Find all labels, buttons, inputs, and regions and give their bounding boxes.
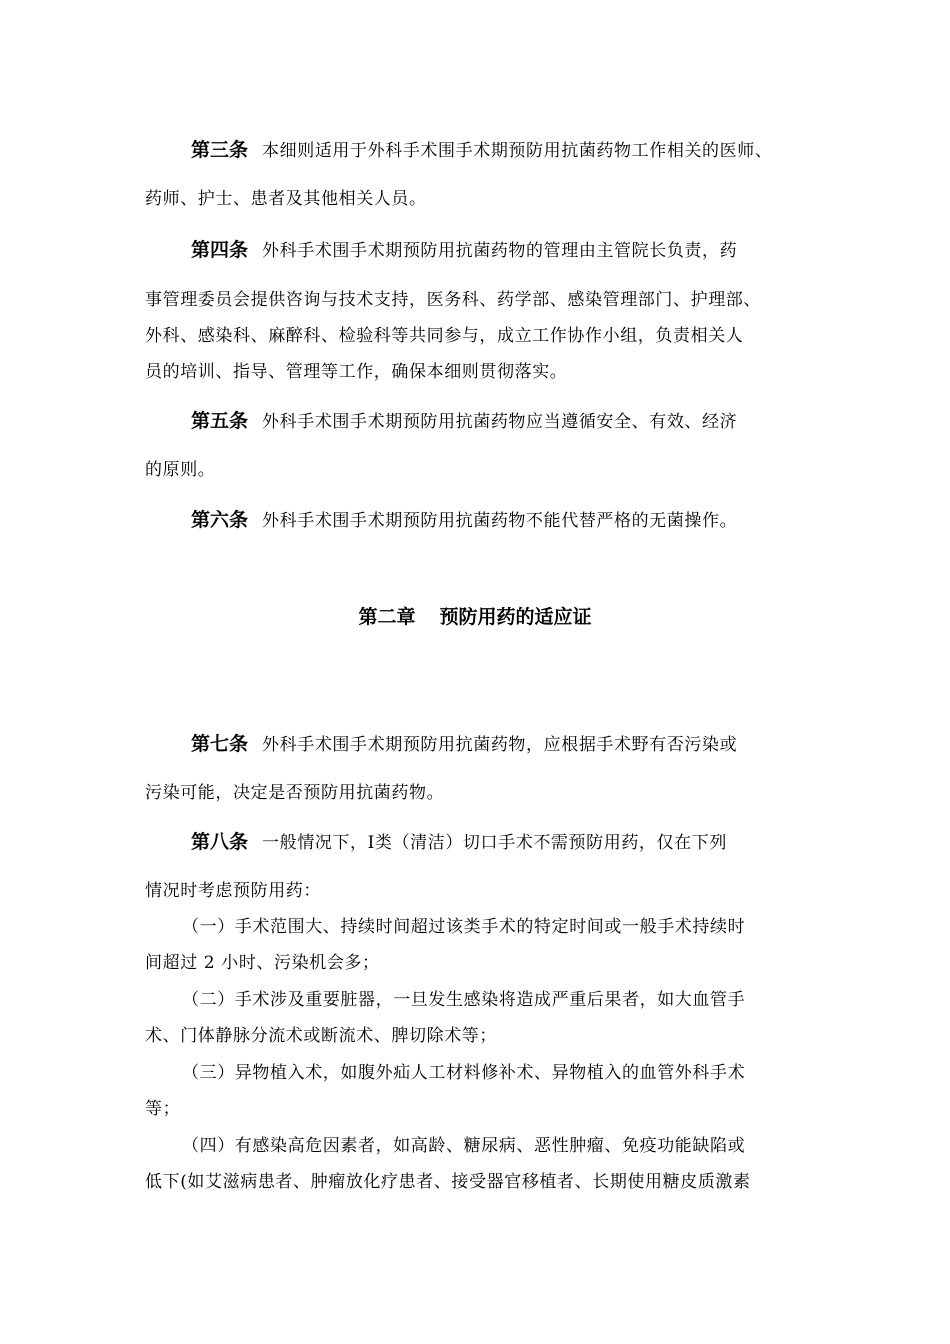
article-8: [191, 830, 810, 855]
list-item-cont: 低下(如艾滋病患者、肿瘤放化疗患者、接受器官移植者、长期使用糖皮质激素: [145, 1172, 751, 1192]
list-item: （三）异物植入术，如腹外疝人工材料修补术、异物植入的血管外科手术: [182, 1063, 746, 1083]
list-item-cont: 等；: [145, 1099, 181, 1119]
chapter-title: 预防用药的适应证: [439, 606, 592, 628]
article-text: 一般情况下，Ⅰ类（清洁）切口手术不需预防用药，仅在下列: [262, 833, 727, 853]
article-4-cont: 员的培训、指导、管理等工作，确保本细则贯彻落实。: [145, 362, 568, 382]
article-8-cont: 情况时考虑预防用药：: [145, 881, 321, 901]
article-label: 第四条: [191, 239, 249, 261]
article-5-cont: 的原则。: [145, 460, 216, 480]
article-label: 第六条: [191, 509, 249, 531]
article-4-cont: 事管理委员会提供咨询与技术支持，医务科、药学部、感染管理部门、护理部、: [145, 290, 761, 310]
article-text: 外科手术围手术期预防用抗菌药物不能代替严格的无菌操作。: [262, 511, 738, 531]
article-text: 本细则适用于外科手术围手术期预防用抗菌药物工作相关的医师、: [262, 141, 773, 161]
article-7: [191, 732, 810, 757]
article-text: 外科手术围手术期预防用抗菌药物，应根据手术野有否污染或: [262, 735, 738, 755]
article-4: [191, 238, 810, 263]
article-label: 第五条: [191, 410, 249, 432]
article-5: [191, 409, 810, 434]
article-7-cont: 污染可能，决定是否预防用抗菌药物。: [145, 783, 445, 803]
chapter-number: 第二章: [358, 606, 416, 628]
list-item: （二）手术涉及重要脏器，一旦发生感染将造成严重后果者，如大血管手: [182, 990, 746, 1010]
list-item: （四）有感染高危因素者，如高龄、糖尿病、恶性肿瘤、免疫功能缺陷或: [182, 1136, 746, 1156]
article-label: 第八条: [191, 831, 249, 853]
list-item-cont: 间超过 2 小时、污染机会多；: [145, 953, 380, 973]
list-item-cont: 术、门体静脉分流术或断流术、脾切除术等；: [145, 1026, 497, 1046]
chapter-heading: [0, 604, 950, 630]
article-text: 外科手术围手术期预防用抗菌药物的管理由主管院长负责，药: [262, 241, 738, 261]
article-3: [191, 138, 810, 163]
article-4-cont: 外科、感染科、麻醉科、检验科等共同参与，成立工作协作小组，负责相关人: [145, 326, 744, 346]
article-label: 第三条: [191, 139, 249, 161]
article-label: 第七条: [191, 733, 249, 755]
article-3-cont: 药师、护士、患者及其他相关人员。: [145, 189, 427, 209]
article-text: 外科手术围手术期预防用抗菌药物应当遵循安全、有效、经济: [262, 412, 738, 432]
article-6: [191, 508, 810, 533]
list-item: （一）手术范围大、持续时间超过该类手术的特定时间或一般手术持续时: [182, 917, 746, 937]
